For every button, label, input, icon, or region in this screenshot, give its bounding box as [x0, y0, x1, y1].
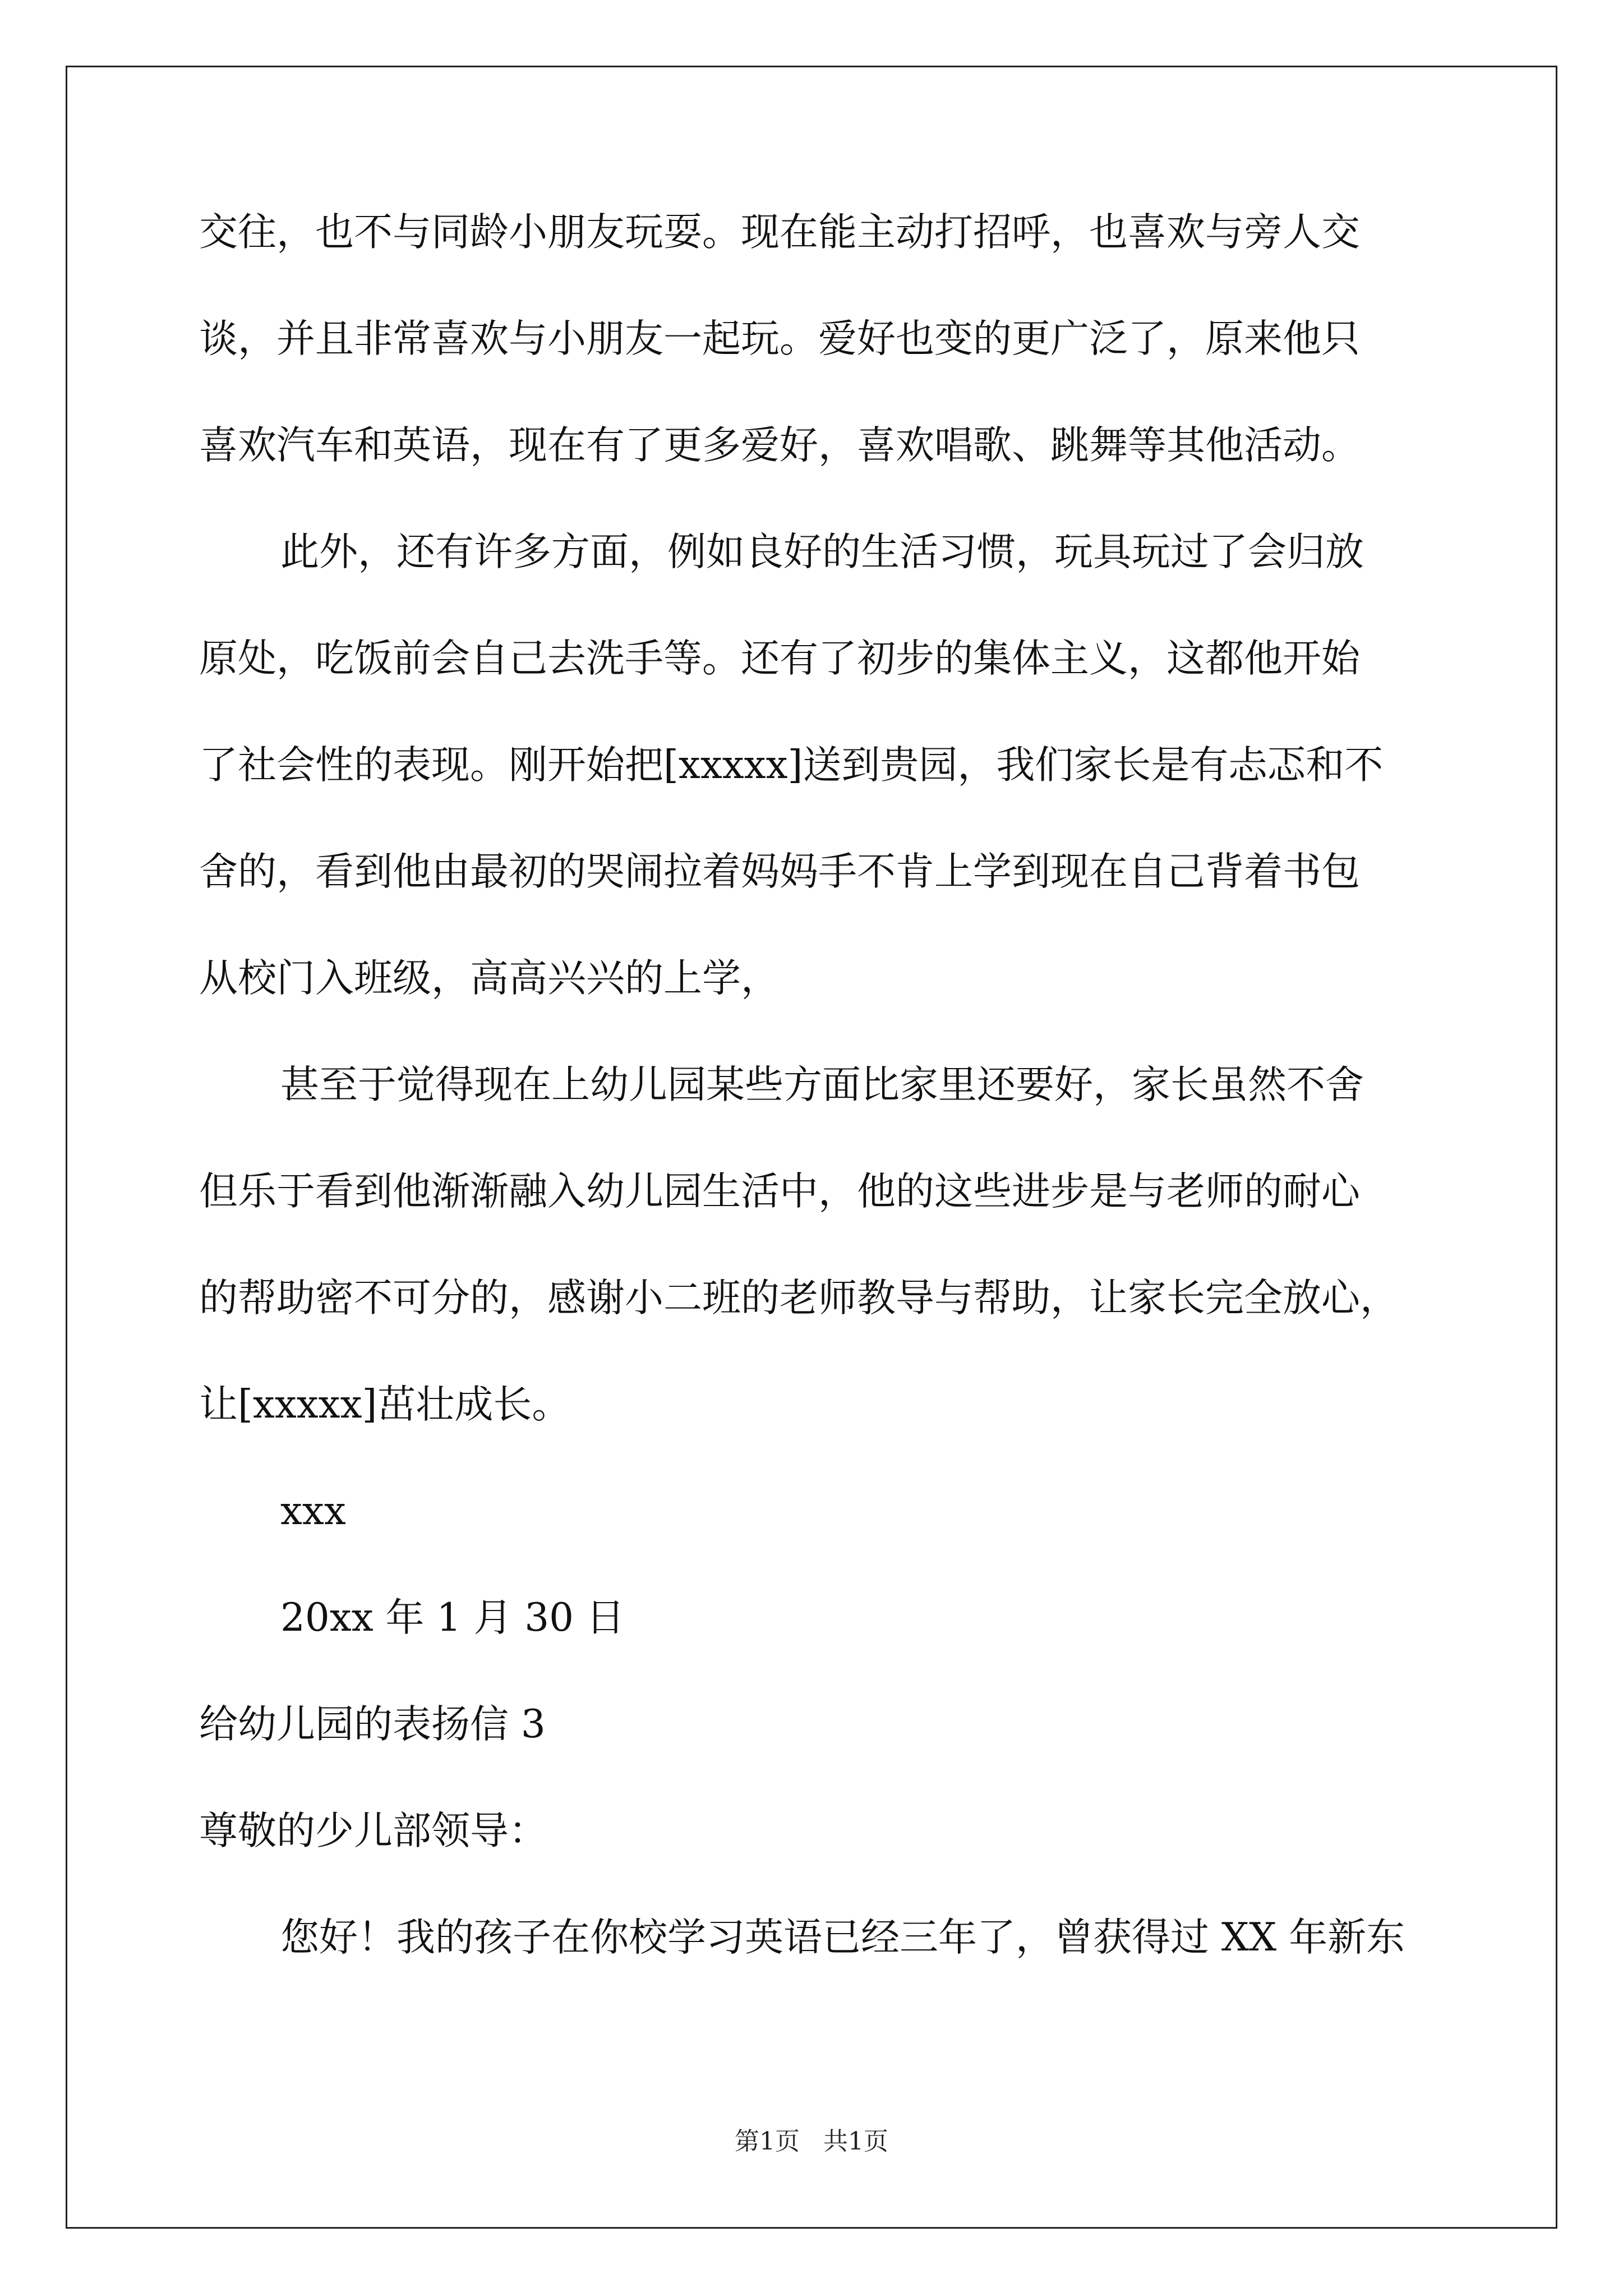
paragraph-line: 原处，吃饭前会自己去洗手等。还有了初步的集体主义，这都他开始 — [199, 636, 1360, 681]
paragraph-line: 谈，并且非常喜欢与小朋友一起玩。爱好也变的更广泛了，原来他只 — [199, 316, 1360, 361]
paragraph-line: 了社会性的表现。刚开始把[xxxxx]送到贵园，我们家长是有忐忑和不 — [199, 743, 1384, 788]
paragraph-line: 但乐于看到他渐渐融入幼儿园生活中，他的这些进步是与老师的耐心 — [199, 1169, 1360, 1214]
paragraph-line: 您好！我的孩子在你校学习英语已经三年了，曾获得过 XX 年新东 — [280, 1915, 1405, 1960]
paragraph-line: 让[xxxxx]茁壮成长。 — [199, 1382, 571, 1427]
page-footer — [0, 2125, 1623, 2159]
paragraph-line: 从校门入班级，高高兴兴的上学， — [199, 956, 780, 1001]
paragraph-line: 甚至于觉得现在上幼儿园某些方面比家里还要好，家长虽然不舍 — [280, 1062, 1364, 1107]
paragraph-line: 交往，也不与同龄小朋友玩耍。现在能主动打招呼，也喜欢与旁人交 — [199, 210, 1360, 255]
signature-date: 20xx 年 1 月 30 日 — [280, 1595, 625, 1640]
paragraph-line: 此外，还有许多方面，例如良好的生活习惯，玩具玩过了会归放 — [280, 530, 1364, 574]
page-number: 第1页 — [735, 2127, 800, 2156]
section-heading: 给幼儿园的表扬信 3 — [199, 1702, 546, 1747]
paragraph-line: 喜欢汽车和英语，现在有了更多爱好，喜欢唱歌、跳舞等其他活动。 — [199, 423, 1360, 468]
paragraph-line: 的帮助密不可分的，感谢小二班的老师教导与帮助，让家长完全放心， — [199, 1276, 1399, 1320]
paragraph-line: 舍的，看到他由最初的哭闹拉着妈妈手不肯上学到现在自己背着书包 — [199, 849, 1360, 894]
page-total: 共1页 — [823, 2127, 888, 2156]
signature-name: xxx — [280, 1489, 346, 1534]
document-body — [199, 205, 1427, 2017]
salutation: 尊敬的少儿部领导： — [199, 1809, 547, 1853]
